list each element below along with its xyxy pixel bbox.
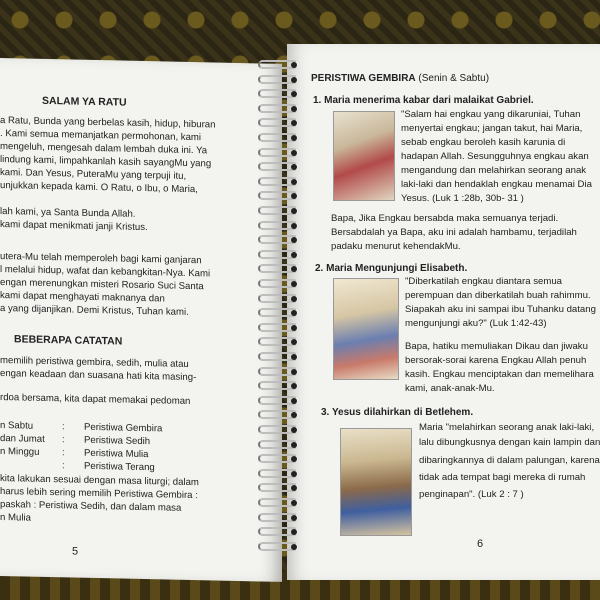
- punch-hole: [291, 106, 297, 112]
- left-page-number: 5: [72, 545, 79, 558]
- left-heading-catatan: BEBERAPA CATATAN: [14, 333, 123, 348]
- schedule-sep: :: [62, 460, 65, 472]
- schedule-event: Peristiwa Mulia: [84, 447, 149, 461]
- punch-hole: [291, 150, 297, 156]
- punch-hole: [291, 369, 297, 375]
- visitation-picture: [333, 278, 399, 380]
- schedule-event: Peristiwa Gembira: [84, 421, 163, 435]
- right-page-number: 6: [477, 538, 484, 550]
- mystery-prayer: Bapa, Jika Engkau bersabda maka semuanya terjadi.: [331, 213, 559, 224]
- left-line: kami. Dan Yesus, PuteraMu yang terpuji itu,: [0, 167, 187, 182]
- mystery-text: Yesus. (Luk 1 :28b, 30b- 31 ): [401, 193, 524, 204]
- left-line: n Mulia: [0, 512, 31, 524]
- left-line: paskah : Peristiwa Sedih, dan dalam masa: [0, 499, 182, 514]
- left-line: unjukkan kepada kami. O Ratu, o Ibu, o Maria,: [0, 180, 198, 196]
- mystery-text: penginapan". (Luk 2 : 7 ): [419, 489, 524, 500]
- punch-hole: [291, 252, 297, 258]
- punch-hole: [291, 427, 297, 433]
- punch-hole: [291, 354, 297, 360]
- left-line: engan merenungkan misteri Rosario Suci Santa: [0, 277, 204, 293]
- mystery-title: 3. Yesus dilahirkan di Betlehem.: [321, 407, 474, 418]
- left-heading-salam: SALAM YA RATU: [42, 94, 127, 109]
- mystery-prayer: Bersabdalah ya Bapa, aku ini adalah hambamu, terjadilah: [331, 227, 577, 238]
- left-line: . Kami semua memanjatkan permohonan, kami: [0, 128, 202, 144]
- mystery-text: laki-laki dan hendaklah engkau menamai Dia: [401, 179, 592, 190]
- annunciation-picture: [333, 111, 395, 201]
- nativity-picture: [340, 428, 412, 536]
- left-line: kami dapat menikmati janji Kristus.: [0, 219, 148, 234]
- punch-hole: [291, 208, 297, 214]
- punch-hole: [291, 471, 297, 477]
- left-page: [0, 58, 282, 582]
- punch-hole: [291, 179, 297, 185]
- mystery-text: perempuan dan diberkatilah buah rahimmu.: [405, 290, 591, 301]
- mystery-text: Maria "melahirkan seorang anak laki-laki,: [419, 422, 595, 433]
- right-header-title: PERISTIWA GEMBIRA: [311, 73, 416, 84]
- left-line: rdoa bersama, kita dapat memakai pedoman: [0, 392, 191, 407]
- schedule-event: Peristiwa Sedih: [84, 434, 151, 448]
- mystery-text: dibaringkannya di dalam palungan, karena: [419, 455, 600, 466]
- punch-hole: [291, 281, 297, 287]
- left-line: lah kami, ya Santa Bunda Allah.: [0, 206, 136, 220]
- punch-hole: [291, 515, 297, 521]
- schedule-sep: :: [62, 434, 65, 446]
- punch-hole: [291, 544, 297, 550]
- mystery-prayer: kami, anak-anak-Mu.: [405, 383, 495, 394]
- left-line: a yang dijanjikan. Demi Kristus, Tuhan kami.: [0, 303, 189, 318]
- mystery-text: mengandung dan melahirkan seorang anak: [401, 165, 587, 176]
- left-line: l melalui hidup, wafat dan kebangkitan-Nya. Kami: [0, 264, 211, 280]
- punch-hole: [291, 296, 297, 302]
- left-line: a Ratu, Bunda yang berbelas kasih, hidup, hiburan: [0, 115, 216, 131]
- mystery-text: "Diberkatilah engkau diantara semua: [405, 276, 562, 287]
- schedule-sep: :: [62, 447, 65, 459]
- mystery-text: Siapakah aku ini sampai ibu Tuhanku datang: [405, 304, 596, 315]
- punch-hole: [291, 500, 297, 506]
- right-header: [311, 72, 489, 85]
- punch-hole: [291, 62, 297, 68]
- left-line: lindung kami, limpahkanlah kasih sayangMu yang: [0, 154, 212, 170]
- punch-hole: [291, 223, 297, 229]
- punch-hole: [291, 398, 297, 404]
- left-line: mengeluh, mengesah dalam lembah duka ini. Ya: [0, 141, 208, 157]
- left-line: kita lakukan sesuai dengan masa liturgi; dalam: [0, 473, 199, 489]
- schedule-day: n Minggu: [0, 446, 40, 458]
- mystery-text: tidak ada tempat bagi mereka di rumah: [419, 472, 586, 483]
- left-line: utera-Mu telah memperoleh bagi kami ganjaran: [0, 251, 202, 267]
- schedule-sep: :: [62, 421, 65, 433]
- mystery-prayer: kasih. Engkau menciptakan dan memelihara: [405, 369, 594, 380]
- mystery-text: menyertai engkau; jangan takut, hai Maria,: [401, 123, 583, 134]
- mystery-title: 2. Maria Mengunjungi Elisabeth.: [315, 263, 468, 274]
- mystery-prayer: padaku menurut kehendakMu.: [331, 241, 461, 252]
- mystery-text: sebab engkau beroleh kasih karunia di: [401, 137, 566, 148]
- left-line: kami dapat menghayati maknanya dan: [0, 290, 165, 305]
- mystery-text: lalu dibungkusnya dengan kain lampin dan: [419, 437, 600, 448]
- spiral-binding: [258, 60, 302, 570]
- punch-hole: [291, 77, 297, 83]
- mystery-text: mengunjungi aku?" (Luk 1:42-43): [405, 318, 547, 329]
- left-line: memilih peristiwa gembira, sedih, mulia atau: [0, 355, 189, 370]
- mystery-prayer: bersorak-sorai karena Engkau Allah penuh: [405, 355, 587, 366]
- right-page: [287, 44, 600, 580]
- mystery-title: 1. Maria menerima kabar dari malaikat Gabriel.: [313, 95, 534, 106]
- schedule-event: Peristiwa Terang: [84, 460, 155, 474]
- mystery-prayer: Bapa, hatiku memuliakan Dikau dan jiwaku: [405, 341, 588, 352]
- punch-hole: [291, 325, 297, 331]
- right-header-days: (Senin & Sabtu): [418, 73, 490, 84]
- punch-hole: [291, 135, 297, 141]
- schedule-day: n Sabtu: [0, 420, 34, 432]
- mystery-text: "Salam hai engkau yang dikaruniai, Tuhan: [401, 109, 581, 120]
- left-line: harus lebih sering memilih Peristiwa Gembira :: [0, 486, 198, 502]
- punch-hole: [291, 442, 297, 448]
- mystery-text: hadapan Allah. Sesungguhnya engkau akan: [401, 151, 589, 162]
- left-line: engan keadaan dan suasana hati kita masing-: [0, 368, 197, 384]
- schedule-day: dan Jumat: [0, 433, 45, 445]
